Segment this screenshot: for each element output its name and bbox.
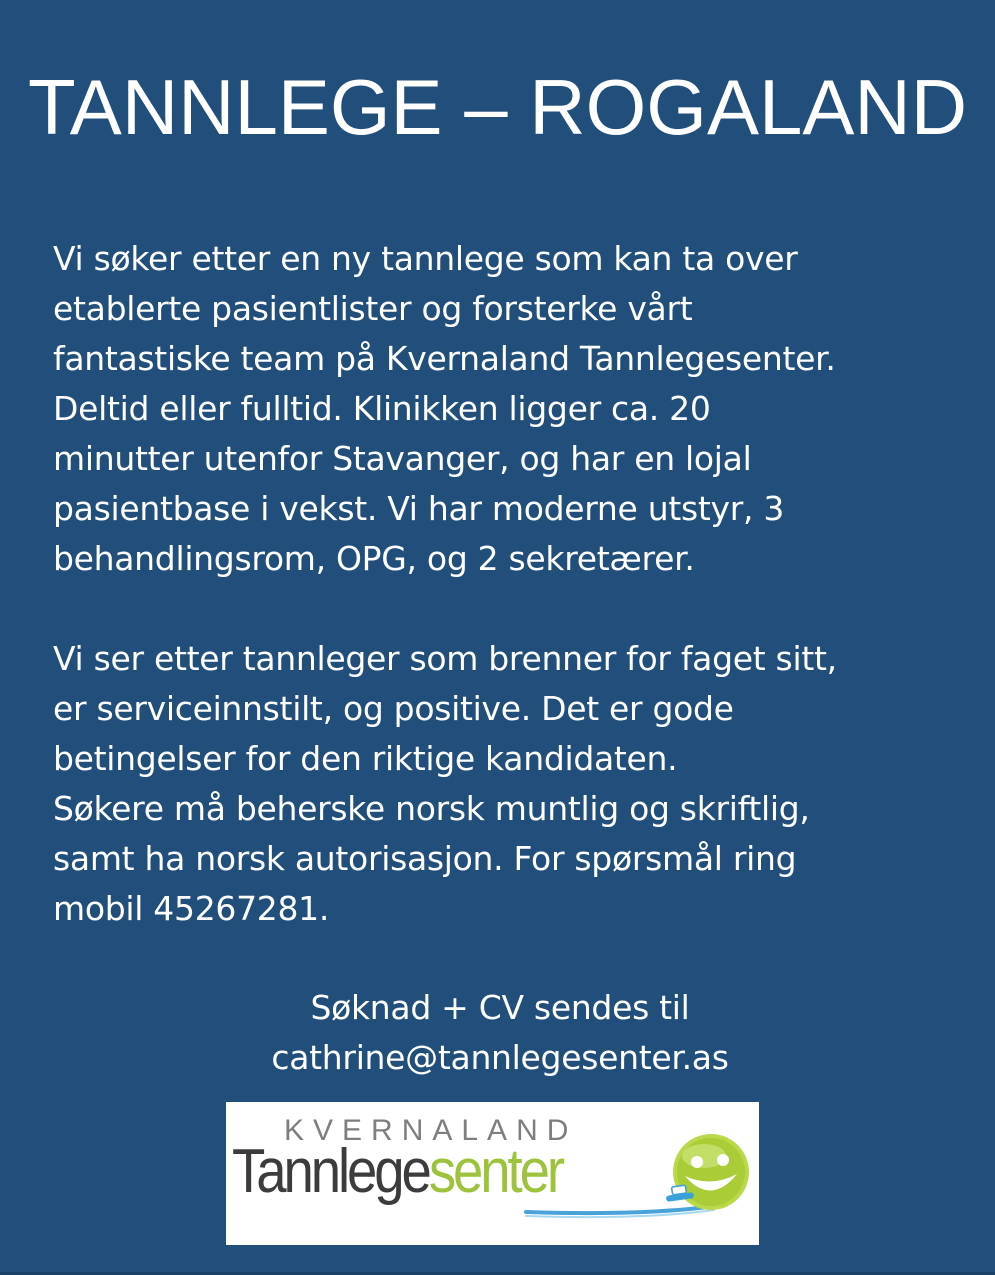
application-info: [0, 983, 995, 1083]
clinic-logo: [226, 1102, 759, 1245]
text-line: Vi ser etter tannleger som brenner for faget sitt,: [53, 639, 837, 678]
contact-email[interactable]: cathrine@tannlegesenter.as: [271, 1038, 729, 1077]
page-title: TANNLEGE – ROGALAND: [27, 63, 968, 151]
logo-top-text: KVERNALAND: [284, 1114, 578, 1147]
text-line: samt ha norsk autorisasjon. For spørsmål ring: [53, 839, 797, 878]
text-line: betingelser for den riktige kandidaten.: [53, 739, 678, 778]
text-line: Vi søker etter en ny tannlege som kan ta over: [53, 239, 798, 278]
text-line: Deltid eller fulltid. Klinikken ligger ca. 20: [53, 389, 711, 428]
description-paragraph: [53, 234, 963, 584]
text-line: fantastiske team på Kvernaland Tannlegesenter.: [53, 339, 836, 378]
text-line: mobil 45267281.: [53, 889, 330, 928]
text-line: Søkere må beherske norsk muntlig og skriftlig,: [53, 789, 810, 828]
apply-instruction: Søknad + CV sendes til: [310, 988, 690, 1027]
logo-word-dark: Tannlege: [232, 1137, 429, 1206]
logo-word-green: senter: [428, 1137, 562, 1206]
text-line: er serviceinnstilt, og positive. Det er gode: [53, 689, 734, 728]
text-line: behandlingsrom, OPG, og 2 sekretærer.: [53, 539, 695, 578]
text-line: etablerte pasientlister og forsterke vårt: [53, 289, 693, 328]
requirements-paragraph: [53, 634, 963, 934]
smiley-tooth-icon: [226, 1102, 759, 1245]
text-line: minutter utenfor Stavanger, og har en lojal: [53, 439, 752, 478]
text-line: pasientbase i vekst. Vi har moderne utstyr, 3: [53, 489, 785, 528]
